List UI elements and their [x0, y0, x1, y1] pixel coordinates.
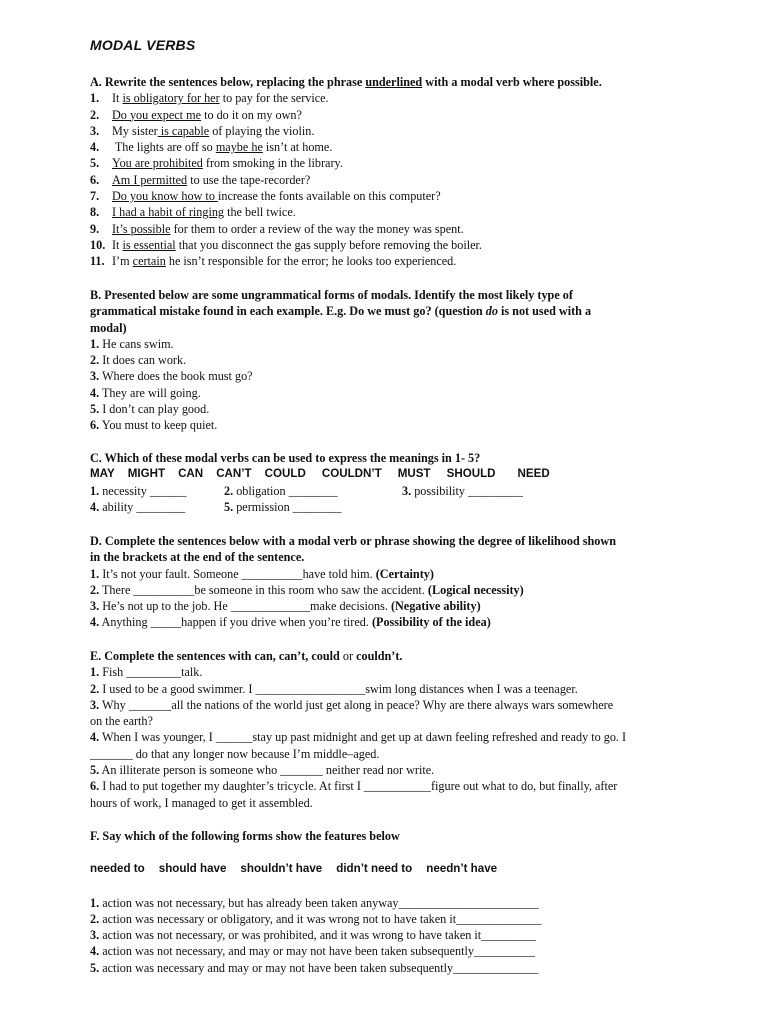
item-text: I don’t can play good.	[99, 402, 210, 417]
list-item	[90, 188, 700, 204]
section-c	[90, 450, 700, 515]
item-number: 3.	[90, 123, 100, 138]
list-item	[90, 417, 700, 433]
item-text: possibility _________	[411, 483, 523, 498]
item-number: 5.	[224, 499, 234, 514]
underlined-phrase: is capable	[157, 123, 210, 138]
list-item	[90, 352, 700, 368]
list-item	[90, 795, 700, 811]
item-number: 4.	[90, 944, 100, 959]
form-option: shouldn’t have	[240, 862, 323, 876]
item-number: 3.	[90, 369, 100, 384]
underlined-phrase: You are prohibited	[112, 156, 203, 171]
item-number: 1.	[90, 483, 100, 498]
item-number: 3.	[90, 928, 100, 943]
meaning-item	[224, 483, 402, 499]
item-text: It	[112, 237, 123, 252]
item-text: It does can work.	[99, 353, 187, 368]
item-text: I had to put together my daughter’s tricycle. At first I ___________figure out what to do, but finally, after	[99, 779, 618, 794]
meaning-item	[224, 499, 341, 515]
item-number: 5.	[90, 402, 100, 417]
meaning-item	[90, 499, 224, 515]
underlined-phrase: maybe he	[215, 140, 263, 155]
modal-verb: COULD	[264, 467, 306, 481]
item-text: It’s not your fault. Someone __________have told him.	[99, 566, 376, 581]
section-c-modal-list	[90, 466, 700, 482]
underlined-phrase: certain	[132, 254, 166, 269]
list-item	[90, 927, 700, 943]
list-item	[90, 762, 700, 778]
item-text: action was not necessary, and may or may not have been taken subsequently__________	[99, 944, 535, 959]
list-item	[90, 385, 700, 401]
list-item	[90, 204, 700, 220]
item-number: 2.	[90, 353, 100, 368]
section-e	[90, 648, 700, 811]
item-number: 5.	[90, 156, 100, 171]
item-text: The lights are off so	[112, 140, 216, 155]
modal-verb: NEED	[517, 467, 550, 481]
list-item	[90, 746, 700, 762]
item-text: obligation ________	[233, 483, 338, 498]
section-c-heading: C. Which of these modal verbs can be used to express the meanings in 1- 5?	[90, 451, 481, 465]
section-b-heading-line-3: modal)	[90, 320, 127, 335]
item-number: 4.	[90, 499, 100, 514]
section-d-list	[90, 566, 700, 631]
modal-verb: MUST	[397, 467, 431, 481]
underlined-phrase: Do you expect me	[112, 107, 202, 122]
item-number: 4.	[90, 385, 100, 400]
list-item	[90, 895, 700, 911]
item-text: When I was younger, I ______stay up past midnight and get up at dawn feeling refreshed and ready to go. I	[99, 730, 627, 745]
section-d-heading-line-2: in the brackets at the end of the sentence.	[90, 550, 305, 565]
item-text: for them to order a review of the way the money was spent.	[170, 221, 464, 236]
underlined-phrase: is essential	[122, 237, 176, 252]
item-number: 2.	[90, 911, 100, 926]
item-number: 2.	[90, 582, 100, 597]
item-text: necessity ______	[99, 483, 187, 498]
underlined-phrase: Am I permitted	[112, 172, 188, 187]
item-text: he isn’t responsible for the error; he looks too experienced.	[165, 254, 457, 269]
item-text: Anything _____happen if you drive when you’re tired.	[99, 615, 372, 630]
item-text: action was necessary or obligatory, and it was wrong not to have taken it______________	[99, 911, 542, 926]
list-item	[90, 681, 700, 697]
item-text: ability ________	[99, 499, 186, 514]
likelihood-tag: (Possibility of the idea)	[371, 615, 491, 630]
list-item	[90, 123, 700, 139]
item-text: action was necessary and may or may not have been taken subsequently______________	[99, 960, 539, 975]
item-number: 3.	[402, 483, 412, 498]
item-text: They are will going.	[99, 385, 201, 400]
item-number: 1.	[90, 91, 100, 106]
list-item	[90, 582, 700, 598]
list-item	[90, 336, 700, 352]
item-text: An illiterate person is someone who _______ neither read nor write.	[99, 763, 435, 778]
section-a-list	[90, 90, 700, 269]
modal-verb: CAN	[178, 467, 204, 481]
section-c-row-1	[90, 483, 700, 499]
section-e-heading: E. Complete the sentences with can, can’t, could or couldn’t.	[90, 649, 403, 663]
item-number: 4.	[90, 615, 100, 630]
item-number: 1.	[90, 665, 100, 680]
item-number: 1.	[90, 895, 100, 910]
item-text: that you disconnect the gas supply before removing the boiler.	[175, 237, 482, 252]
meaning-item	[402, 483, 523, 499]
list-item	[90, 107, 700, 123]
list-item	[90, 566, 700, 582]
item-number: 4.	[90, 730, 100, 745]
item-text: I’m	[112, 254, 133, 269]
item-text: to use the tape-recorder?	[187, 172, 311, 187]
item-number: 2.	[90, 681, 100, 696]
item-text: Where does the book must go?	[99, 369, 253, 384]
list-item	[90, 614, 700, 630]
list-item	[90, 713, 700, 729]
form-option: needed to	[90, 862, 145, 876]
page-title: MODAL VERBS	[90, 37, 196, 53]
list-item	[90, 139, 700, 155]
item-number: 2.	[224, 483, 234, 498]
section-c-row-2	[90, 499, 700, 515]
item-text: isn’t at home.	[262, 140, 333, 155]
section-e-list	[90, 664, 700, 811]
item-number: 1.	[90, 336, 100, 351]
item-number: 3.	[90, 599, 100, 614]
item-number: 6.	[90, 172, 100, 187]
item-text: action was not necessary, but has already been taken anyway_______________________	[99, 895, 539, 910]
section-f-list	[90, 895, 700, 976]
item-text: He’s not up to the job. He _____________make decisions.	[99, 599, 391, 614]
underlined-phrase: It’s possible	[112, 221, 171, 236]
item-text: You must to keep quiet.	[99, 418, 218, 433]
modal-verb: MIGHT	[127, 467, 166, 481]
item-text: action was not necessary, or was prohibited, and it was wrong to have taken it_________	[99, 928, 536, 943]
item-text: to do it on my own?	[201, 107, 302, 122]
list-item	[90, 401, 700, 417]
form-option: didn’t need to	[336, 862, 413, 876]
item-text: on the earth?	[90, 714, 153, 729]
item-number: 1.	[90, 566, 100, 581]
item-number: 3.	[90, 697, 100, 712]
item-number: 5.	[90, 763, 100, 778]
item-text: _______ do that any longer now because I’m middle–aged.	[90, 746, 380, 761]
likelihood-tag: (Certainty)	[375, 566, 434, 581]
item-number: 9.	[90, 221, 100, 236]
list-item	[90, 221, 700, 237]
item-text: My sister	[112, 123, 158, 138]
list-item	[90, 90, 700, 106]
item-number: 11.	[90, 254, 105, 269]
section-b	[90, 287, 700, 434]
item-text: Why _______all the nations of the world just get along in peace? Why are there always wars somewhere	[99, 697, 614, 712]
section-d-heading-line-1: D. Complete the sentences below with a modal verb or phrase showing the degree of likelihood shown	[90, 534, 616, 548]
list-item	[90, 960, 700, 976]
item-text: It	[112, 91, 123, 106]
form-option: should have	[158, 862, 227, 876]
section-a	[90, 74, 700, 270]
item-text: increase the fonts available on this computer?	[217, 189, 441, 204]
item-text: from smoking in the library.	[202, 156, 343, 171]
underlined-phrase: I had a habit of ringing	[112, 205, 225, 220]
list-item	[90, 697, 700, 713]
item-text: I used to be a good swimmer. I __________________swim long distances when I was a teenager.	[99, 681, 578, 696]
item-number: 6.	[90, 418, 100, 433]
section-b-heading-line-1: B. Presented below are some ungrammatical forms of modals. Identify the most likely type of	[90, 288, 573, 302]
meaning-item	[90, 483, 224, 499]
section-d	[90, 533, 700, 631]
list-item	[90, 729, 700, 745]
list-item	[90, 943, 700, 959]
modal-verb: MAY	[90, 467, 115, 481]
section-b-heading-line-2: grammatical mistake found in each example. E.g. Do we must go? (question do is not used with a	[90, 304, 592, 319]
item-text: the bell twice.	[224, 205, 296, 220]
form-option: needn’t have	[426, 862, 498, 876]
modal-verb: COULDN’T	[321, 467, 382, 481]
item-text: permission ________	[233, 499, 342, 514]
underlined-phrase: Do you know how to	[112, 189, 218, 204]
section-f-forms	[90, 861, 700, 877]
item-number: 10.	[90, 237, 106, 252]
section-b-list	[90, 336, 700, 434]
item-text: hours of work, I managed to get it assembled.	[90, 795, 313, 810]
modal-verb: CAN’T	[216, 467, 252, 481]
item-text: There __________be someone in this room who saw the accident.	[99, 582, 428, 597]
list-item	[90, 155, 700, 171]
item-text: to pay for the service.	[219, 91, 329, 106]
item-number: 5.	[90, 960, 100, 975]
item-text: of playing the violin.	[209, 123, 315, 138]
likelihood-tag: (Negative ability)	[390, 599, 481, 614]
list-item	[90, 911, 700, 927]
list-item	[90, 778, 700, 794]
list-item	[90, 253, 700, 269]
item-number: 8.	[90, 205, 100, 220]
item-text: Fish _________talk.	[99, 665, 203, 680]
list-item	[90, 664, 700, 680]
modal-verb: SHOULD	[446, 467, 496, 481]
list-item	[90, 598, 700, 614]
underlined-phrase: is obligatory for her	[122, 91, 220, 106]
item-number: 2.	[90, 107, 100, 122]
list-item	[90, 237, 700, 253]
section-f	[90, 828, 700, 976]
section-f-heading: F. Say which of the following forms show the features below	[90, 829, 400, 843]
section-a-heading: A. Rewrite the sentences below, replacing the phrase underlined with a modal verb where possible.	[90, 75, 602, 89]
item-number: 6.	[90, 779, 100, 794]
list-item	[90, 172, 700, 188]
item-text: He cans swim.	[99, 336, 174, 351]
item-number: 7.	[90, 189, 100, 204]
item-number: 4.	[90, 140, 100, 155]
list-item	[90, 368, 700, 384]
likelihood-tag: (Logical necessity)	[427, 582, 524, 597]
